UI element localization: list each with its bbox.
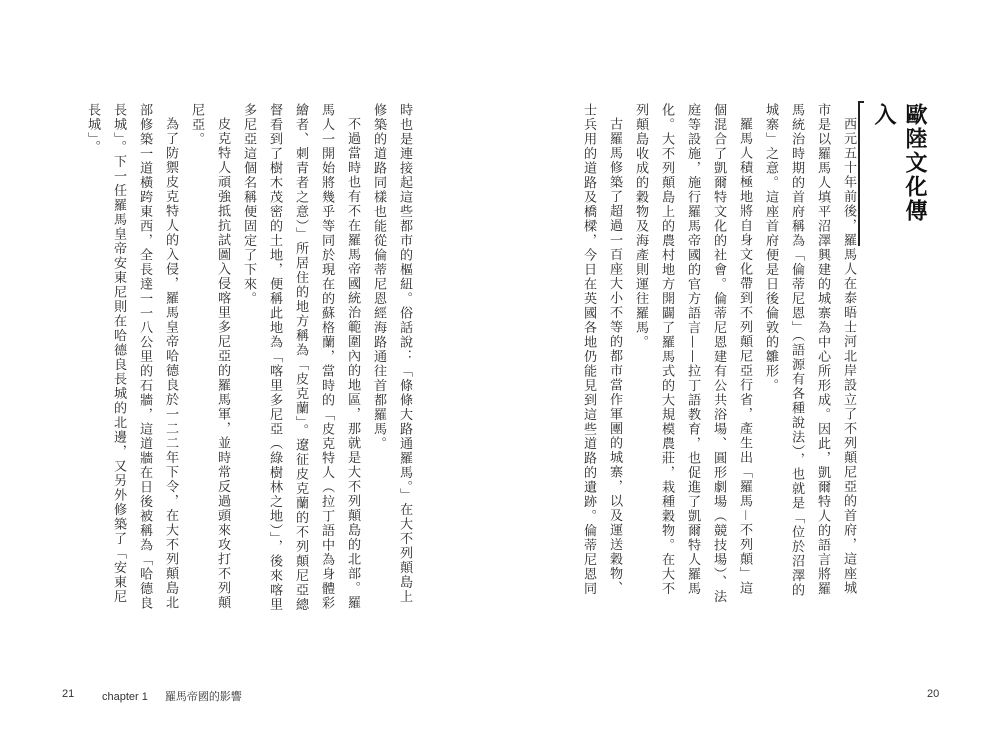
heading-title: 歐陸文化傳入 — [871, 103, 927, 223]
body-line: 部修築一道橫跨東西，全長達一一八公里的石牆，這道牆在日後被稱為「哈德良 — [137, 103, 153, 611]
body-line: 為了防禦皮克特人的入侵，羅馬皇帝哈德良於一二二年下令，在大不列顛島北 — [163, 117, 179, 610]
body-line: 庭等設施，施行羅馬帝國的官方語言——拉丁語教育，也促進了凱爾特人羅馬 — [685, 103, 701, 596]
running-head — [102, 688, 242, 704]
body-line: 市是以羅馬人填平沼澤興建的城寨為中心所形成。因此，凱爾特人的語言將羅 — [815, 103, 831, 596]
section-heading — [858, 101, 927, 246]
body-line: 士兵用的道路及橋樑，今日在英國各地仍能見到這些道路的遺跡。倫蒂尼恩同 — [581, 103, 597, 596]
body-line: 繪者、刺青者之意）」所居住的地方稱為「皮克蘭」。遼征皮克蘭的不列顛尼亞總 — [293, 103, 309, 612]
body-line: 西元五十年前後，羅馬人在泰晤士河北岸設立了不列顛尼亞的首府，這座城 — [841, 117, 857, 596]
body-line: 馬統治時期的首府稱為「倫蒂尼恩」（語源有各種說法），也就是「位於沼澤的 — [789, 103, 805, 598]
running-head-chapter: chapter 1 — [102, 691, 148, 703]
body-line: 個混合了凱爾特文化的社會。倫蒂尼恩建有公共浴場、圓形劇場（競技場）、法 — [711, 103, 727, 604]
body-line: 不過當時也有不在羅馬帝國統治範圍內的地區，那就是大不列顛島的北部。羅 — [345, 117, 361, 610]
left-page — [0, 0, 499, 734]
page-number-left: 21 — [62, 688, 75, 700]
body-line: 長城」。 — [85, 103, 101, 155]
running-head-title: 羅馬帝國的影響 — [164, 691, 242, 703]
body-line: 修築的道路同樣也能從倫蒂尼恩經海路通往首都羅馬。 — [371, 103, 387, 451]
body-line: 多尼亞這個名稱便固定了下來。 — [241, 103, 257, 306]
body-line: 督看到了樹木茂密的土地，便稱此地為「喀里多尼亞（綠樹林之地）」，後來喀里 — [267, 103, 283, 612]
heading-rule — [858, 101, 864, 103]
body-line: 馬人一開始將幾乎等同於現在的蘇格蘭，當時的「皮克特人（拉丁語中為身體彩 — [319, 103, 335, 611]
body-line: 長城」。下一任羅馬皇帝安東尼則在哈德良長城的北邊，又另外修築了「安東尼 — [111, 103, 127, 604]
right-page — [500, 0, 999, 734]
body-line: 皮克特人頑強抵抗試圖入侵喀里多尼亞的羅馬軍，並時常反過頭來攻打不列顛 — [215, 117, 231, 610]
body-line: 羅馬人積極地將自身文化帶到不列顛尼亞行省，產生出「羅馬－不列顛」這 — [737, 117, 753, 596]
body-line: 時也是連接起這些都市的樞紐。俗話說：「條條大路通羅馬。」在大不列顛島上 — [397, 103, 413, 604]
body-line: 城寨」之意。這座首府便是日後倫敦的雛形。 — [763, 103, 779, 393]
body-line: 列顛島收成的穀物及海產則運往羅馬。 — [633, 103, 649, 350]
page-number-right: 20 — [927, 688, 940, 700]
body-line: 尼亞。 — [189, 103, 205, 147]
body-line: 化。大不列顛島上的農村地方開闢了羅馬式的大規模農莊，栽種穀物。在大不 — [659, 103, 675, 596]
body-line: 古羅馬修築了超過一百座大小不等的都市當作軍團的城寨，以及運送穀物、 — [607, 117, 623, 596]
